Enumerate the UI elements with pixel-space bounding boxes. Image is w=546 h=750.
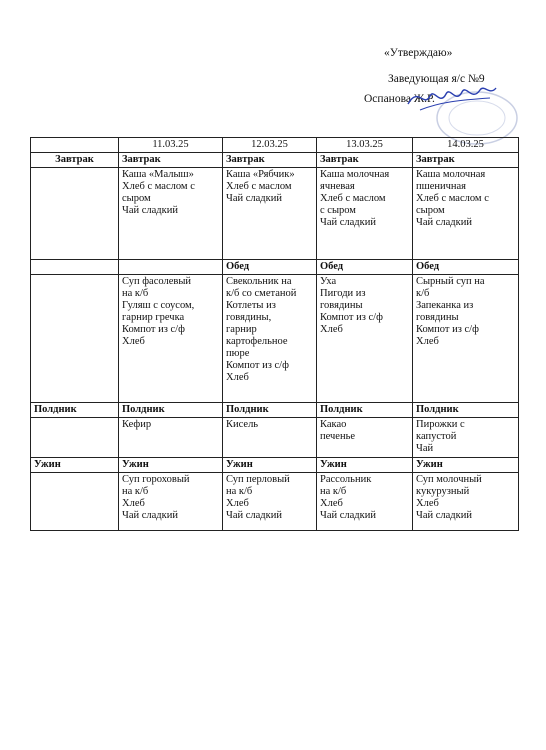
meal-header: Ужин [119, 458, 223, 473]
breakfast-header-row [31, 153, 519, 168]
dish-line: Каша молочная [320, 169, 390, 180]
dish-line: к/б со сметаной [226, 288, 297, 299]
dish-line: к/б [416, 288, 430, 299]
dish-line: Чай сладкий [320, 510, 376, 521]
dish-line: ячневая [320, 181, 355, 192]
menu-table [30, 137, 519, 531]
menu-cell [317, 418, 413, 458]
menu-cell [119, 418, 223, 458]
dish-line: Суп молочный [416, 474, 482, 485]
dish-line: Пигоди из [320, 288, 366, 299]
dish-line: Компот из с/ф [226, 360, 289, 371]
dish-line: Котлеты из [226, 300, 276, 311]
date-cell: 14.03.25 [413, 138, 519, 153]
dish-line: говядины, [226, 312, 272, 323]
dish-line: на к/б [122, 486, 149, 497]
dish-line: Хлеб [416, 498, 439, 509]
meal-header: Полдник [223, 403, 317, 418]
meal-label: Завтрак [31, 153, 119, 168]
menu-cell [317, 168, 413, 260]
lunch-header-row [31, 260, 519, 275]
dish-line: Пирожки с [416, 419, 465, 430]
dish-line: Суп фасолевый [122, 276, 192, 287]
dish-line: Хлеб [122, 336, 145, 347]
menu-cell [413, 418, 519, 458]
menu-cell [223, 418, 317, 458]
meal-header: Завтрак [119, 153, 223, 168]
dish-line: капустой [416, 431, 457, 442]
snack-header-row [31, 403, 519, 418]
dish-line: говядины [320, 300, 363, 311]
dish-line: Кефир [122, 419, 152, 430]
dish-line: Каша молочная [416, 169, 486, 180]
dish-line: Хлеб [320, 498, 343, 509]
meal-label: Полдник [31, 403, 119, 418]
empty-label-cell [31, 275, 119, 403]
dish-line: Кисель [226, 419, 259, 430]
dish-line: Хлеб [416, 336, 439, 347]
menu-cell [223, 168, 317, 260]
dish-line: Хлеб [226, 498, 249, 509]
dish-line: картофельное [226, 336, 288, 347]
menu-cell [119, 275, 223, 403]
menu-cell [413, 275, 519, 403]
dish-line: сыром [122, 193, 151, 204]
meal-label: Ужин [31, 458, 119, 473]
empty-header-cell [119, 260, 223, 275]
meal-header: Обед [223, 260, 317, 275]
dish-line: Компот из с/ф [416, 324, 479, 335]
signature-image [400, 78, 500, 118]
dish-line: Каша «Рябчик» [226, 169, 295, 180]
dish-line: пюре [226, 348, 250, 359]
menu-cell [223, 473, 317, 531]
date-cell: 12.03.25 [223, 138, 317, 153]
dish-line: Гуляш с соусом, [122, 300, 195, 311]
menu-cell [119, 473, 223, 531]
dish-line: Рассольник [320, 474, 372, 485]
menu-cell [413, 168, 519, 260]
meal-header: Ужин [223, 458, 317, 473]
dish-line: Хлеб с маслом [320, 193, 386, 204]
dish-line: Чай сладкий [320, 217, 376, 228]
dish-line: Компот из с/ф [122, 324, 185, 335]
empty-label-cell [31, 260, 119, 275]
dish-line: с сыром [320, 205, 356, 216]
dish-line: Уха [320, 276, 337, 287]
meal-header: Завтрак [223, 153, 317, 168]
dish-line: пшеничная [416, 181, 466, 192]
dish-line: Хлеб с маслом с [416, 193, 489, 204]
empty-label-cell [31, 418, 119, 458]
dish-line: Каша «Малыш» [122, 169, 194, 180]
dish-line: Хлеб с маслом с [122, 181, 195, 192]
approval-name: Оспанова Ж.Р. [364, 93, 435, 105]
dish-line: Свекольник на [226, 276, 292, 287]
empty-label-cell [31, 168, 119, 260]
meal-header: Полдник [413, 403, 519, 418]
meal-header: Полдник [317, 403, 413, 418]
menu-cell [223, 275, 317, 403]
dish-line: Чай сладкий [416, 217, 472, 228]
dish-line: Чай сладкий [122, 205, 178, 216]
dish-line: на к/б [320, 486, 347, 497]
menu-cell [317, 275, 413, 403]
dish-line: Компот из с/ф [320, 312, 383, 323]
date-cell: 11.03.25 [119, 138, 223, 153]
menu-cell [119, 168, 223, 260]
menu-cell [413, 473, 519, 531]
lunch-row [31, 275, 519, 403]
dish-line: Чай сладкий [226, 193, 282, 204]
dish-line: на к/б [122, 288, 149, 299]
meal-header: Полдник [119, 403, 223, 418]
approval-title: «Утверждаю» [384, 47, 453, 59]
dish-line: Чай сладкий [416, 510, 472, 521]
dish-line: на к/б [226, 486, 253, 497]
dish-line: Чай [416, 443, 434, 454]
dish-line: говядины [416, 312, 459, 323]
meal-header: Завтрак [317, 153, 413, 168]
dish-line: гарнир гречка [122, 312, 185, 323]
meal-header: Ужин [413, 458, 519, 473]
meal-header: Ужин [317, 458, 413, 473]
meal-header: Обед [317, 260, 413, 275]
meal-header: Обед [413, 260, 519, 275]
date-row [31, 138, 519, 153]
menu-cell [317, 473, 413, 531]
dish-line: кукурузный [416, 486, 470, 497]
approval-position: Заведующая я/с №9 [388, 73, 485, 85]
dinner-row [31, 473, 519, 531]
dish-line: гарнир [226, 324, 257, 335]
dish-line: Хлеб [122, 498, 145, 509]
dish-line: Хлеб [226, 372, 249, 383]
dinner-header-row [31, 458, 519, 473]
dish-line: Сырный суп на [416, 276, 485, 287]
dish-line: сыром [416, 205, 445, 216]
meal-header: Завтрак [413, 153, 519, 168]
dish-line: Хлеб с маслом [226, 181, 292, 192]
dish-line: Чай сладкий [226, 510, 282, 521]
empty-label-cell [31, 473, 119, 531]
corner-cell [31, 138, 119, 153]
breakfast-row [31, 168, 519, 260]
dish-line: Хлеб [320, 324, 343, 335]
dish-line: Какао [320, 419, 347, 430]
dish-line: Суп гороховый [122, 474, 190, 485]
dish-line: печенье [320, 431, 356, 442]
dish-line: Чай сладкий [122, 510, 178, 521]
snack-row [31, 418, 519, 458]
dish-line: Суп перловый [226, 474, 290, 485]
dish-line: Запеканка из [416, 300, 474, 311]
date-cell: 13.03.25 [317, 138, 413, 153]
